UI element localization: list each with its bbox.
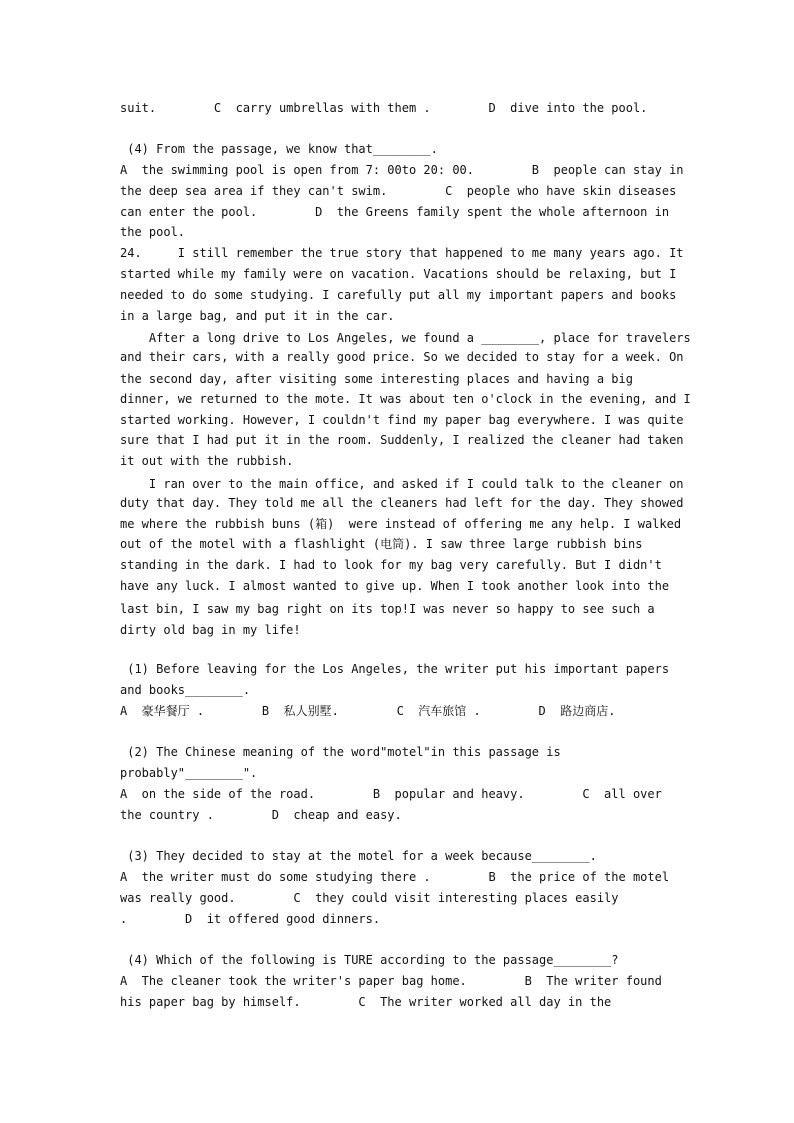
passage-line: needed to do some studying. I carefully put all my important papers and books <box>120 288 677 302</box>
passage-line: duty that day. They told me all the cleaners had left for the day. They showed <box>120 496 684 510</box>
passage-line: out of the motel with a flashlight (电筒). I saw three large rubbish bins <box>120 537 643 551</box>
question-line: (3) They decided to stay at the motel for a week because________. <box>120 849 597 863</box>
passage-line: After a long drive to Los Angeles, we found a ________, place for travelers <box>120 331 691 345</box>
option-line: A on the side of the road. B popular and heavy. C all over <box>120 787 662 801</box>
option-line: A 豪华餐厅 . B 私人别墅. C 汽车旅馆 . D 路边商店. <box>120 704 616 718</box>
passage-line: started working. However, I couldn't find my paper bag everywhere. I was quite <box>120 413 684 427</box>
passage-line: dirty old bag in my life! <box>120 623 301 637</box>
passage-line: the second day, after visiting some interesting places and having a big <box>120 372 633 386</box>
option-line: can enter the pool. D the Greens family spent the whole afternoon in <box>120 205 670 219</box>
passage-line: in a large bag, and put it in the car. <box>120 309 395 323</box>
passage-line: 24. I still remember the true story that happened to me many years ago. It <box>120 246 684 260</box>
option-line: the pool. <box>120 225 186 239</box>
passage-line: it out with the rubbish. <box>120 454 294 468</box>
question-line: (1) Before leaving for the Los Angeles, the writer put his important papers <box>120 662 670 676</box>
question-line: probably"________". <box>120 766 258 780</box>
option-line: A the writer must do some studying there . B the price of the motel <box>120 870 670 884</box>
passage-line: have any luck. I almost wanted to give up. When I took another look into the <box>120 579 670 593</box>
option-line: . D it offered good dinners. <box>120 912 381 926</box>
passage-line: I ran over to the main office, and asked if I could talk to the cleaner on <box>120 477 684 491</box>
question-line: and books________. <box>120 683 251 697</box>
option-line: was really good. C they could visit interesting places easily <box>120 891 619 905</box>
option-line: suit. C carry umbrellas with them . D dive into the pool. <box>120 101 648 115</box>
passage-line: and their cars, with a really good price. So we decided to stay for a week. On <box>120 350 684 364</box>
passage-line: standing in the dark. I had to look for my bag very carefully. But I didn't <box>120 558 662 572</box>
passage-line: sure that I had put it in the room. Suddenly, I realized the cleaner had taken <box>120 433 684 447</box>
question-line: (4) Which of the following is TURE according to the passage________? <box>120 953 619 967</box>
option-line: the deep sea area if they can't swim. C people who have skin diseases <box>120 184 677 198</box>
option-line: his paper bag by himself. C The writer worked all day in the <box>120 995 612 1009</box>
option-line: A the swimming pool is open from 7: 00to 20: 00. B people can stay in <box>120 163 684 177</box>
passage-line: me where the rubbish buns (箱) were instead of offering me any help. I walked <box>120 517 682 531</box>
question-line: (2) The Chinese meaning of the word"motel"in this passage is <box>120 745 561 759</box>
question-line: (4) From the passage, we know that________. <box>120 142 438 156</box>
passage-line: last bin, I saw my bag right on its top!I was never so happy to see such a <box>120 602 655 616</box>
passage-line: started while my family were on vacation. Vacations should be relaxing, but I <box>120 267 677 281</box>
option-line: the country . D cheap and easy. <box>120 808 402 822</box>
option-line: A The cleaner took the writer's paper bag home. B The writer found <box>120 974 662 988</box>
passage-line: dinner, we returned to the mote. It was about ten o'clock in the evening, and I <box>120 392 691 406</box>
